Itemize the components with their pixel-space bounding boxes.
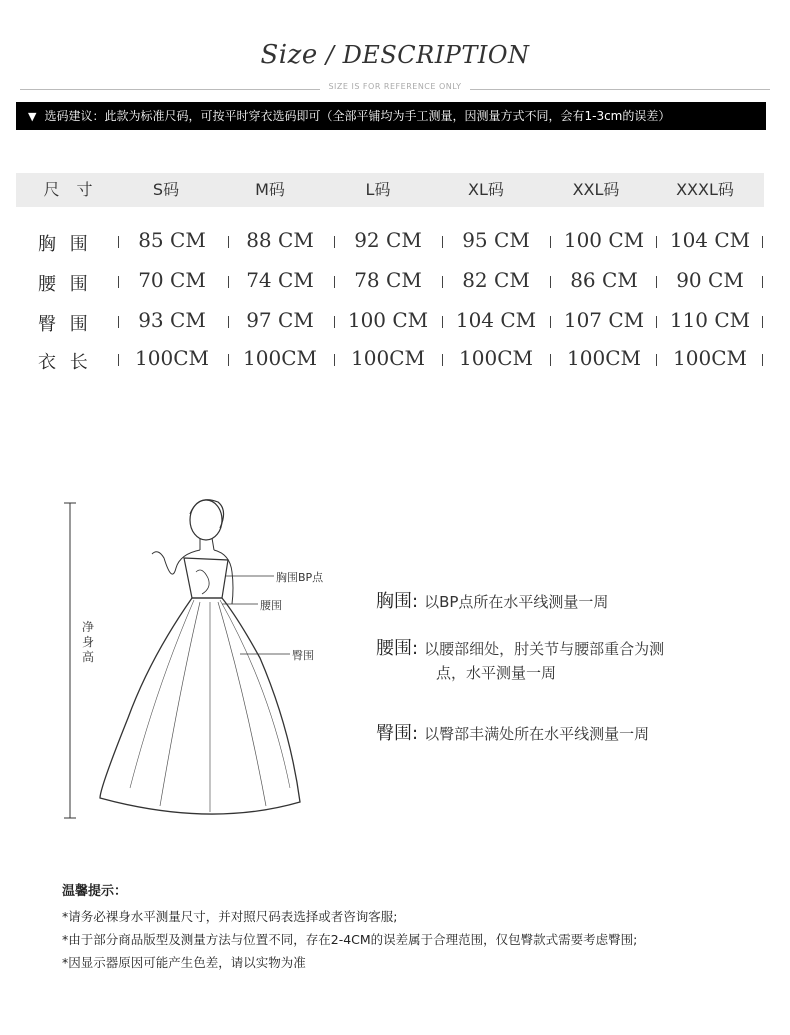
bust-term: 胸围: <box>376 591 419 612</box>
size-cell-waist: 78 CM <box>354 268 422 292</box>
size-cell-length: 100CM <box>567 346 641 370</box>
size-cell-hip: 110 CM <box>669 308 751 332</box>
column-separator <box>442 236 443 248</box>
column-separator <box>656 354 657 366</box>
column-separator <box>118 316 119 328</box>
row-label-waist: 腰 围 <box>38 274 92 295</box>
size-cell-waist: 90 CM <box>676 268 744 292</box>
waist-description-text-line2: 点，水平测量一周 <box>436 664 557 682</box>
title-size-word: Size <box>260 40 318 70</box>
column-separator <box>442 276 443 288</box>
column-header-xxl: XXL码 <box>572 180 620 199</box>
column-separator <box>118 236 119 248</box>
size-cell-hip: 100 CM <box>347 308 429 332</box>
size-cell-hip: 104 CM <box>455 308 537 332</box>
column-separator <box>228 236 229 248</box>
column-separator <box>762 276 763 288</box>
bust-description <box>376 590 608 614</box>
size-cell-bust: 88 CM <box>246 228 314 252</box>
column-separator <box>550 236 551 248</box>
size-cell-hip: 97 CM <box>246 308 314 332</box>
hip-description-text: 以臀部丰满处所在水平线测量一周 <box>424 725 650 743</box>
hip-term: 臀围: <box>376 723 419 744</box>
column-separator <box>442 354 443 366</box>
row-label-hip: 臀 围 <box>38 314 92 335</box>
column-separator <box>550 316 551 328</box>
column-header-s: S码 <box>152 180 180 199</box>
size-cell-length: 100CM <box>243 346 317 370</box>
size-table-corner: 尺 寸 <box>43 180 99 199</box>
size-cell-bust: 85 CM <box>138 228 206 252</box>
size-cell-length: 100CM <box>135 346 209 370</box>
height-label: 净身高 <box>82 620 95 664</box>
column-separator <box>118 354 119 366</box>
column-separator <box>656 316 657 328</box>
column-separator <box>550 354 551 366</box>
size-cell-length: 100CM <box>459 346 533 370</box>
row-label-bust: 胸 围 <box>38 234 92 255</box>
dress-measurement-diagram <box>60 488 360 828</box>
subtitle-divider-right <box>470 89 770 90</box>
size-cell-waist: 86 CM <box>570 268 638 292</box>
size-advice-text: 选码建议：此款为标准尺码，可按平时穿衣选码即可（全部平铺均为手工测量，因测量方式不同，会有1-3cm的误差） <box>44 109 671 123</box>
size-cell-bust: 100 CM <box>563 228 645 252</box>
dress-sketch-illustration <box>60 488 360 828</box>
bust-bp-label: 胸围BP点 <box>276 571 324 584</box>
tips-title: 温馨提示： <box>62 884 128 899</box>
hip-description <box>376 722 649 746</box>
size-cell-length: 100CM <box>673 346 747 370</box>
warm-tips <box>62 880 762 974</box>
size-cell-bust: 92 CM <box>354 228 422 252</box>
size-cell-hip: 107 CM <box>563 308 645 332</box>
column-separator <box>762 236 763 248</box>
size-cell-length: 100CM <box>351 346 425 370</box>
size-cell-waist: 82 CM <box>462 268 530 292</box>
column-separator <box>656 276 657 288</box>
tip-item: *由于部分商品版型及测量方法与位置不同，存在2-4CM的误差属于合理范围，仅包臀款式需要考虑臀围; <box>62 932 638 947</box>
waist-label: 腰围 <box>260 599 282 612</box>
tip-item: *因显示器原因可能产生色差，请以实物为准 <box>62 955 306 970</box>
size-cell-hip: 93 CM <box>138 308 206 332</box>
column-separator <box>656 236 657 248</box>
row-label-length: 衣 长 <box>38 352 92 373</box>
size-cell-waist: 74 CM <box>246 268 314 292</box>
column-separator <box>762 354 763 366</box>
column-header-l: L码 <box>365 180 391 199</box>
bust-description-text: 以BP点所在水平线测量一周 <box>424 593 609 611</box>
column-header-xl: XL码 <box>468 180 504 199</box>
hip-label: 臀围 <box>292 649 314 662</box>
size-cell-bust: 95 CM <box>462 228 530 252</box>
column-separator <box>334 276 335 288</box>
column-separator <box>442 316 443 328</box>
size-cell-bust: 104 CM <box>669 228 751 252</box>
column-separator <box>228 276 229 288</box>
column-separator <box>762 316 763 328</box>
column-separator <box>550 276 551 288</box>
title-description-word: / DESCRIPTION <box>317 41 530 69</box>
column-separator <box>334 354 335 366</box>
waist-description <box>376 637 716 685</box>
column-separator <box>334 236 335 248</box>
size-table-header <box>16 173 764 207</box>
column-header-xxxl: XXXL码 <box>676 180 734 199</box>
subtitle: SIZE IS FOR REFERENCE ONLY <box>328 82 462 91</box>
column-header-m: M码 <box>255 180 285 199</box>
waist-description-text: 以腰部细处，肘关节与腰部重合为测 <box>424 640 665 658</box>
column-separator <box>118 276 119 288</box>
size-cell-waist: 70 CM <box>138 268 206 292</box>
size-advice-bar <box>16 102 766 130</box>
tip-item: *请务必裸身水平测量尺寸，并对照尺码表选择或者咨询客服; <box>62 909 398 924</box>
subtitle-row <box>20 82 770 96</box>
page-title <box>0 40 790 70</box>
triangle-down-icon: ▼ <box>28 110 37 123</box>
column-separator <box>334 316 335 328</box>
column-separator <box>228 316 229 328</box>
waist-term: 腰围: <box>376 638 419 659</box>
column-separator <box>228 354 229 366</box>
